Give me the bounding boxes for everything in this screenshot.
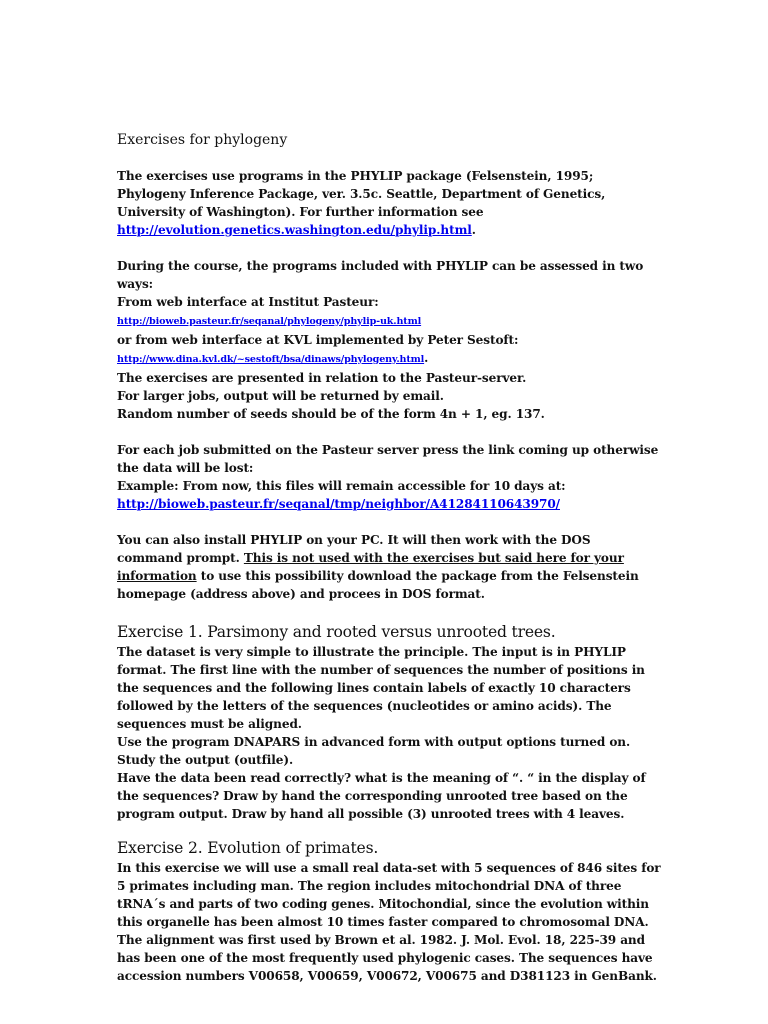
install-line-2-a: command prompt. bbox=[117, 551, 244, 565]
course-line-2: ways: bbox=[117, 277, 154, 291]
install-line-4: homepage (address above) and procees in DOS format. bbox=[117, 587, 485, 601]
course-line-3: From web interface at Institut Pasteur: bbox=[117, 295, 379, 309]
exercise-1-section bbox=[117, 621, 653, 823]
install-note-underlined: This is not used with the exercises but said here for your bbox=[243, 551, 624, 565]
install-line-3-b: to use this possibility download the package from the Felsenstein bbox=[196, 569, 639, 583]
job-line-3: Example: From now, this files will remain accessible for 10 days at: bbox=[117, 479, 566, 493]
exercise-1-line-5: sequences must be aligned. bbox=[117, 717, 302, 731]
document-title: Exercises for phylogeny bbox=[117, 132, 288, 148]
exercise-1-line-7: Study the output (outfile). bbox=[117, 753, 294, 767]
course-line-7: Random number of seeds should be of the form 4n + 1, eg. 137. bbox=[117, 407, 545, 421]
exercise-1-line-10: program output. Draw by hand all possible (3) unrooted trees with 4 leaves. bbox=[117, 807, 625, 821]
course-link-2-line bbox=[117, 349, 653, 369]
exercise-2-line-4: this organelle has been almost 10 times faster compared to chromosomal DNA. bbox=[117, 915, 649, 929]
exercise-2-line-5: The alignment was first used by Brown et al. 1982. J. Mol. Evol. 18, 225-39 and bbox=[117, 933, 645, 947]
document-page bbox=[117, 131, 661, 999]
job-paragraph bbox=[117, 441, 659, 513]
course-link-1-line bbox=[117, 311, 653, 331]
course-line-6: For larger jobs, output will be returned by email. bbox=[117, 389, 444, 403]
exercise-2-section bbox=[117, 837, 661, 985]
course-line-4: or from web interface at KVL implemented by Peter Sestoft: bbox=[117, 333, 519, 347]
exercise-2-body bbox=[117, 859, 661, 985]
exercise-2-line-1: In this exercise we will use a small real data-set with 5 sequences of 846 sites for bbox=[117, 861, 661, 875]
exercise-2-line-7: accession numbers V00658, V00659, V00672, V00675 and D381123 in GenBank. bbox=[117, 969, 657, 983]
exercise-1-body bbox=[117, 643, 653, 823]
exercise-1-line-9: the sequences? Draw by hand the corresponding unrooted tree based on the bbox=[117, 789, 628, 803]
exercise-1-line-4: followed by the letters of the sequences (nucleotides or amino acids). The bbox=[117, 699, 612, 713]
course-paragraph bbox=[117, 257, 653, 423]
intro-line-3: University of Washington). For further information see bbox=[117, 205, 484, 219]
install-line-3 bbox=[117, 567, 653, 585]
exercise-1-line-8: Have the data been read correctly? what is the meaning of “. “ in the display of bbox=[117, 771, 646, 785]
install-paragraph bbox=[117, 531, 653, 603]
intro-link-suffix: . bbox=[471, 223, 476, 237]
exercise-2-line-3: tRNA´s and parts of two coding genes. Mitochondial, since the evolution within bbox=[117, 897, 649, 911]
intro-paragraph bbox=[117, 167, 653, 239]
course-line-1: During the course, the programs included with PHYLIP can be assessed in two bbox=[117, 259, 644, 273]
intro-line-1: The exercises use programs in the PHYLIP package (Felsenstein, 1995; bbox=[117, 169, 594, 183]
exercise-1-line-3: the sequences and the following lines contain labels of exactly 10 characters bbox=[117, 681, 631, 695]
course-link-2-suffix: . bbox=[424, 351, 429, 365]
exercise-1-line-1: The dataset is very simple to illustrate the principle. The input is in PHYLIP bbox=[117, 645, 626, 659]
job-line-1: For each job submitted on the Pasteur server press the link coming up otherwise bbox=[117, 443, 659, 457]
kvl-phylogeny-link[interactable]: http://www.dina.kvl.dk/~sestoft/bsa/dinaws/phylogeny.html bbox=[117, 354, 425, 365]
job-line-2: the data will be lost: bbox=[117, 461, 254, 475]
exercise-1-line-6: Use the program DNAPARS in advanced form with output options turned on. bbox=[117, 735, 631, 749]
install-line-2 bbox=[117, 549, 653, 567]
pasteur-tmp-link[interactable]: http://bioweb.pasteur.fr/seqanal/tmp/neighbor/A41284110643970/ bbox=[117, 497, 560, 511]
pasteur-phylip-link[interactable]: http://bioweb.pasteur.fr/seqanal/phylogeny/phylip-uk.html bbox=[117, 316, 422, 327]
job-link-line bbox=[117, 495, 653, 513]
exercise-2-heading: Exercise 2. Evolution of primates. bbox=[117, 839, 379, 857]
exercise-1-heading: Exercise 1. Parsimony and rooted versus unrooted trees. bbox=[117, 623, 556, 641]
exercise-1-line-2: format. The first line with the number of sequences the number of positions in bbox=[117, 663, 645, 677]
intro-line-2: Phylogeny Inference Package, ver. 3.5c. Seattle, Department of Genetics, bbox=[117, 187, 606, 201]
course-line-5: The exercises are presented in relation to the Pasteur-server. bbox=[117, 371, 527, 385]
exercise-2-line-6: has been one of the most frequently used phylogenic cases. The sequences have bbox=[117, 951, 653, 965]
intro-line-4 bbox=[117, 221, 653, 239]
phylip-homepage-link[interactable]: http://evolution.genetics.washington.edu/phylip.html bbox=[117, 223, 472, 237]
install-line-1: You can also install PHYLIP on your PC. It will then work with the DOS bbox=[117, 533, 591, 547]
install-note-underlined-2: information bbox=[117, 569, 197, 583]
exercise-2-line-2: 5 primates including man. The region includes mitochondrial DNA of three bbox=[117, 879, 622, 893]
